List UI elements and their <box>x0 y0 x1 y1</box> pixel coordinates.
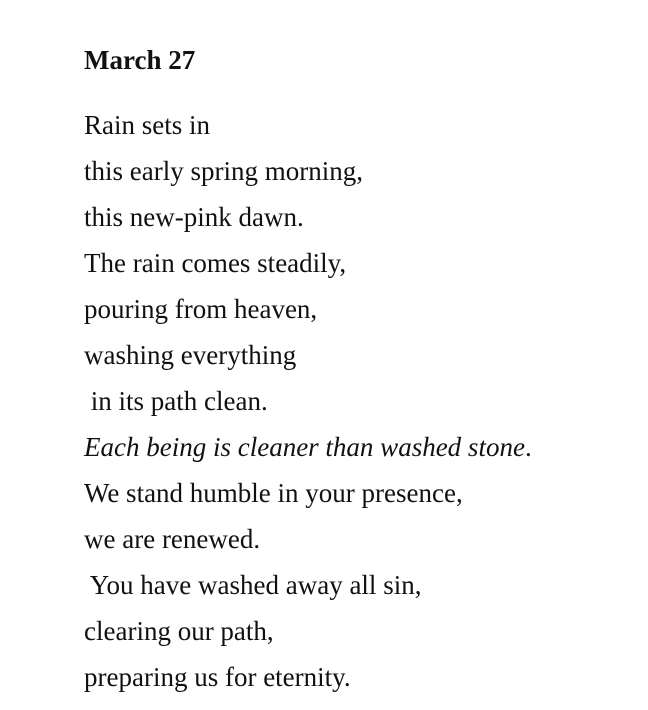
poem-line: pouring from heaven, <box>84 294 318 324</box>
poem-line-italic <box>84 424 624 470</box>
poem-line: preparing us for eternity. <box>84 662 351 692</box>
poem-line: clearing our path, <box>84 616 274 646</box>
document-page <box>84 40 624 700</box>
poem-line: washing everything <box>84 340 297 370</box>
line-punctuation: . <box>524 432 532 462</box>
poem-line: this new-pink dawn. <box>84 202 304 232</box>
poem-line: in its path clean. <box>84 386 268 416</box>
italic-phrase: Each being is cleaner than washed stone <box>84 432 525 462</box>
poem-body <box>84 102 624 700</box>
poem-line: The rain comes steadily, <box>84 248 347 278</box>
poem-line: You have washed away all sin, <box>84 570 422 600</box>
poem-title: March 27 <box>84 45 196 75</box>
poem-line: we are renewed. <box>84 524 261 554</box>
poem-line: Rain sets in <box>84 110 210 140</box>
poem-line: this early spring morning, <box>84 156 363 186</box>
poem-line: We stand humble in your presence, <box>84 478 463 508</box>
